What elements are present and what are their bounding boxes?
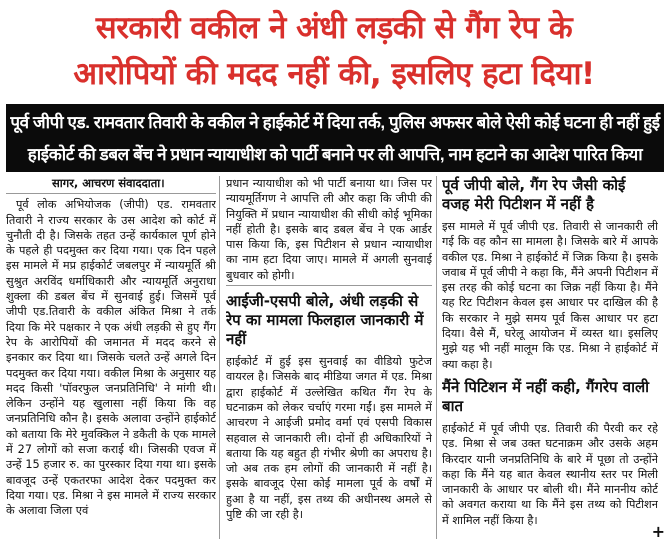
column-divider xyxy=(436,176,437,539)
article-paragraph: प्रधान न्यायाधीश को भी पार्टी बनाया था। जिस पर न्यायमूर्तिगण ने आपत्ति ली और कहा कि जीपी की नियुक्ति में प्रधान न्यायाधीश की सीधी कोई भूमिका नहीं होती है। इसके बाद डबल बेंच ने एक आर्डर पास किया कि, इस पिटीशन से प्रधान न्यायाधीश का नाम हटा दिया जाए। मामले में अगली सुनवाई बुधवार को होगी। xyxy=(226,177,432,282)
article-column-1 xyxy=(6,176,216,543)
subheadline-banner xyxy=(6,104,664,172)
article-paragraph: पूर्व लोक अभियोजक (जीपी) एड. रामवतार तिवारी ने राज्य सरकार के उस आदेश को कोर्ट में चुनौती दी है। जिसके तहत उन्हें कार्यकाल पूर्ण होने के पहले ही पदमुक्त कर दिया गया। एक दिन पहले इस मामले में मप्र हाईकोर्ट जबलपुर में न्यायमूर्ति श्री सुश्रुत अरविंद धर्माधिकारी और न्यायमूर्ति अनुराधा शुक्ला की डबल बेंच में सुनवाई हुई। जिसमें पूर्व जीपी एड.तिवारी के वकील अंकित मिश्रा ने तर्क दिया कि मेरे पक्षकार ने एक अंधी लड़की से हुए गैंग रेप के आरोपियों की जमानत में मदद करने से इनकार कर दिया था। जिसके चलते उन्हें अगले दिन पदमुक्त कर दिया गया। वकील मिश्रा के अनुसार यह मदद किसी 'पॉवरफुल जनप्रतिनिधि' ने मांगी थी। लेकिन उन्होंने यह खुलासा नहीं किया कि वह जनप्रतिनिधि कौन है। इसके अलावा उन्होंने हाईकोर्ट को बताया कि मेरे मुवक्किल ने डकैती के एक मामले में 27 लोगों को सजा कराई थी। जिसकी एवज में उन्हें 15 हजार रु. का पुरस्कार दिया गया था। इसके बावजूद उन्हें एकतरफा आदेश देकर पदमुक्त कर दिया गया। एड. मिश्रा ने इस मामले में राज्य सरकार के अलावा जिला एवं xyxy=(6,198,216,518)
column-divider xyxy=(219,176,220,539)
dateline-rule xyxy=(6,193,216,194)
banner-line-1: पूर्व जीपी एड. रामवतार तिवारी के वकील ने हाईकोर्ट में दिया तर्क, पुलिस अफसर बोले ऐसी कोई घटना ही नहीं हुई xyxy=(10,113,660,132)
dateline: सागर, आचरण संवाददाता। xyxy=(52,176,165,190)
section-subhead: पूर्व जीपी बोले, गैंग रेप जैसी कोई वजह मेरी पिटीशन में नहीं है xyxy=(442,176,626,213)
crop-mark: + xyxy=(651,522,665,541)
section-rule xyxy=(226,285,432,286)
section-subhead: आईजी-एसपी बोले, अंधी लड़की से रेप का मामला फिलहाल जानकारी में नहीं xyxy=(226,292,424,349)
article-paragraph: हाईकोर्ट में हुई इस सुनवाई का वीडियो फुटेज वायरल है। जिसके बाद मीडिया जगत में एड. मिश्रा द्वारा हाईकोर्ट में उल्लेखित कथित गैंग रेप के घटनाक्रम को लेकर चर्चाएं गरमा गईं। इस मामले में आचरण ने आईजी प्रमोद वर्मा एवं एसपी विकास सहवाल से जानकारी ली। दोनों ही अधिकारियों ने बताया कि यह बहुत ही गंभीर श्रेणी का अपराध है। जो अब तक हम लोगों की जानकारी में नहीं है। इसके बावजूद ऐसा कोई मामला पूर्व के वर्षों में हुआ है या नहीं, इस तथ्य की अधीनस्थ अमले से पुष्टि की जा रही है। xyxy=(226,355,432,522)
article-column-3 xyxy=(442,176,658,543)
headline xyxy=(0,0,668,96)
headline-line-1: सरकारी वकील ने अंधी लड़की से गैंग रेप के xyxy=(95,10,573,46)
section-subhead: मैंने पिटिशन में नहीं कही, गैंगरेप वाली बात xyxy=(442,377,650,415)
headline-line-2: आरोपियों की मदद नहीं की, इसलिए हटा दिया! xyxy=(73,56,595,92)
article-column-2 xyxy=(226,176,432,543)
article-paragraph: हाईकोर्ट में पूर्व जीपी एड. तिवारी की पैरवी कर रहे एड. मिश्रा से जब उक्त घटनाक्रम और उसके अहम किरदार यानी जनप्रतिनिधि के बारे में पूछा तो उन्होंने कहा कि मैंने यह बात केवल स्थानीय स्तर पर मिली जानकारी के आधार पर बोली थी। मैंने माननीय कोर्ट को अवगत कराया था कि मैंने इस तथ्य को पिटीशन में शामिल नहीं किया है। xyxy=(442,421,658,527)
banner-line-2: हाईकोर्ट की डबल बेंच ने प्रधान न्यायाधीश को पार्टी बनाने पर ली आपत्ति, नाम हटाने का आदेश पारित किया xyxy=(27,145,643,164)
article-paragraph: इस मामले में पूर्व जीपी एड. तिवारी से जानकारी ली गई कि वह कौन सा मामला है। जिसके बारे में आपके वकील एड. मिश्रा ने हाईकोर्ट में जिक्र किया है। इसके जवाब में पूर्व जीपी ने कहा कि, मैंने अपनी पिटीशन में इस तरह की कोई घटना का जिक्र नहीं किया है। मैंने यह रिट पिटीशन केवल इस आधार पर दाखिल की है कि सरकार ने मुझे समय पूर्व किस आधार पर हटा दिया। वैसे मैं, घरेलू आयोजन में व्यस्त था। इसलिए मुझे यह भी नहीं मालूम कि एड. मिश्रा ने हाईकोर्ट में क्या कहा है। xyxy=(442,220,658,371)
